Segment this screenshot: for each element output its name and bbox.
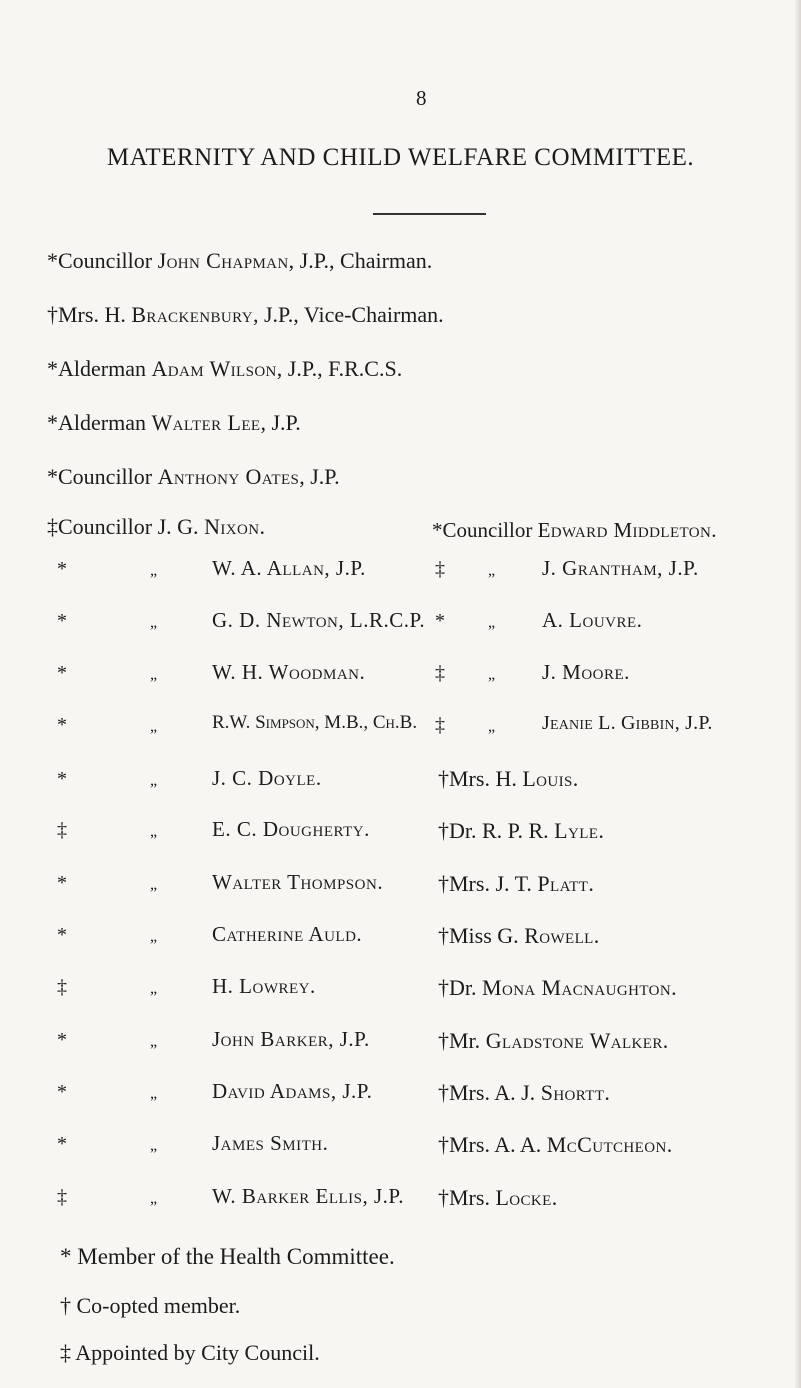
member-name: Walter Thompson.	[212, 870, 384, 894]
member-name: Jeanie L. Gibbin, J.P.	[542, 712, 713, 734]
ditto-mark: „	[150, 823, 159, 840]
member-name: J. Grantham, J.P.	[542, 556, 699, 580]
member-name: E. C. Dougherty.	[212, 817, 370, 841]
member-name: David Adams, J.P.	[212, 1079, 373, 1103]
member-mark: *	[57, 924, 67, 946]
ditto-mark: „	[150, 980, 159, 997]
member-name: A. Louvre.	[542, 608, 643, 632]
ditto-mark: „	[488, 666, 497, 683]
member-name: Catherine Auld.	[212, 922, 363, 946]
ditto-mark: „	[150, 1137, 159, 1154]
ditto-mark: „	[150, 876, 159, 893]
member-mark: *	[57, 872, 67, 894]
member-mark: ‡	[57, 819, 67, 841]
member-name: J. C. Doyle.	[212, 766, 322, 790]
ditto-mark: „	[150, 1085, 159, 1102]
right-column-header: *Councillor Edward Middleton.	[432, 518, 717, 542]
key-health-committee: * Member of the Health Committee.	[60, 1244, 395, 1269]
officer-line: *Alderman Walter Lee, J.P.	[47, 410, 301, 435]
ditto-mark: „	[150, 1033, 159, 1050]
ditto-mark: „	[150, 562, 159, 579]
title-rule	[373, 213, 486, 215]
member-name: W. H. Woodman.	[212, 660, 366, 684]
member-mark: ‡	[435, 558, 445, 580]
list-item: †Dr. R. P. R. Lyle.	[438, 818, 605, 843]
ditto-mark: „	[488, 614, 497, 631]
key-co-opted: † Co-opted member.	[60, 1293, 241, 1318]
member-mark: ‡	[57, 1186, 67, 1208]
list-item: †Miss G. Rowell.	[438, 923, 600, 948]
list-item: †Mrs. Locke.	[438, 1185, 558, 1210]
list-item: †Mr. Gladstone Walker.	[438, 1028, 669, 1053]
left-column-header: ‡Councillor J. G. Nixon.	[47, 514, 266, 539]
member-mark: *	[57, 768, 67, 790]
member-mark: *	[435, 610, 445, 632]
member-name: G. D. Newton, L.R.C.P.	[212, 608, 426, 632]
key-city-council: ‡ Appointed by City Council.	[60, 1340, 320, 1365]
ditto-mark: „	[150, 614, 159, 631]
member-mark: ‡	[435, 662, 445, 684]
member-name: R.W. Simpson, M.B., Ch.B.	[212, 712, 418, 733]
list-item: †Dr. Mona Macnaughton.	[438, 975, 677, 1000]
member-name: James Smith.	[212, 1131, 329, 1155]
member-mark: *	[57, 610, 67, 632]
list-item: †Mrs. H. Louis.	[438, 766, 579, 791]
member-mark: ‡	[435, 714, 445, 736]
list-item: †Mrs. A. A. McCutcheon.	[438, 1132, 673, 1157]
ditto-mark: „	[488, 718, 497, 735]
ditto-mark: „	[150, 772, 159, 789]
officer-line: *Alderman Adam Wilson, J.P., F.R.C.S.	[47, 356, 403, 381]
officer-line: *Councillor John Chapman, J.P., Chairman.	[47, 248, 433, 273]
officer-line: †Mrs. H. Brackenbury, J.P., Vice-Chairman.	[47, 302, 444, 327]
ditto-mark: „	[150, 718, 159, 735]
page-number: 8	[416, 86, 427, 110]
member-name: W. Barker Ellis, J.P.	[212, 1184, 405, 1208]
member-name: John Barker, J.P.	[212, 1027, 370, 1051]
page-title: MATERNITY AND CHILD WELFARE COMMITTEE.	[106, 144, 695, 171]
member-name: W. A. Allan, J.P.	[212, 556, 366, 580]
ditto-mark: „	[150, 666, 159, 683]
member-mark: ‡	[57, 976, 67, 998]
list-item: †Mrs. A. J. Shortt.	[438, 1080, 611, 1105]
member-name: J. Moore.	[542, 660, 630, 684]
member-mark: *	[57, 1029, 67, 1051]
member-mark: *	[57, 662, 67, 684]
member-mark: *	[57, 1133, 67, 1155]
page-edge-shadow	[795, 0, 801, 1388]
member-mark: *	[57, 714, 67, 736]
member-mark: *	[57, 558, 67, 580]
officer-line: *Councillor Anthony Oates, J.P.	[47, 464, 340, 489]
ditto-mark: „	[488, 562, 497, 579]
member-name: H. Lowrey.	[212, 974, 316, 998]
ditto-mark: „	[150, 928, 159, 945]
list-item: †Mrs. J. T. Platt.	[438, 871, 595, 896]
member-mark: *	[57, 1081, 67, 1103]
ditto-mark: „	[150, 1190, 159, 1207]
